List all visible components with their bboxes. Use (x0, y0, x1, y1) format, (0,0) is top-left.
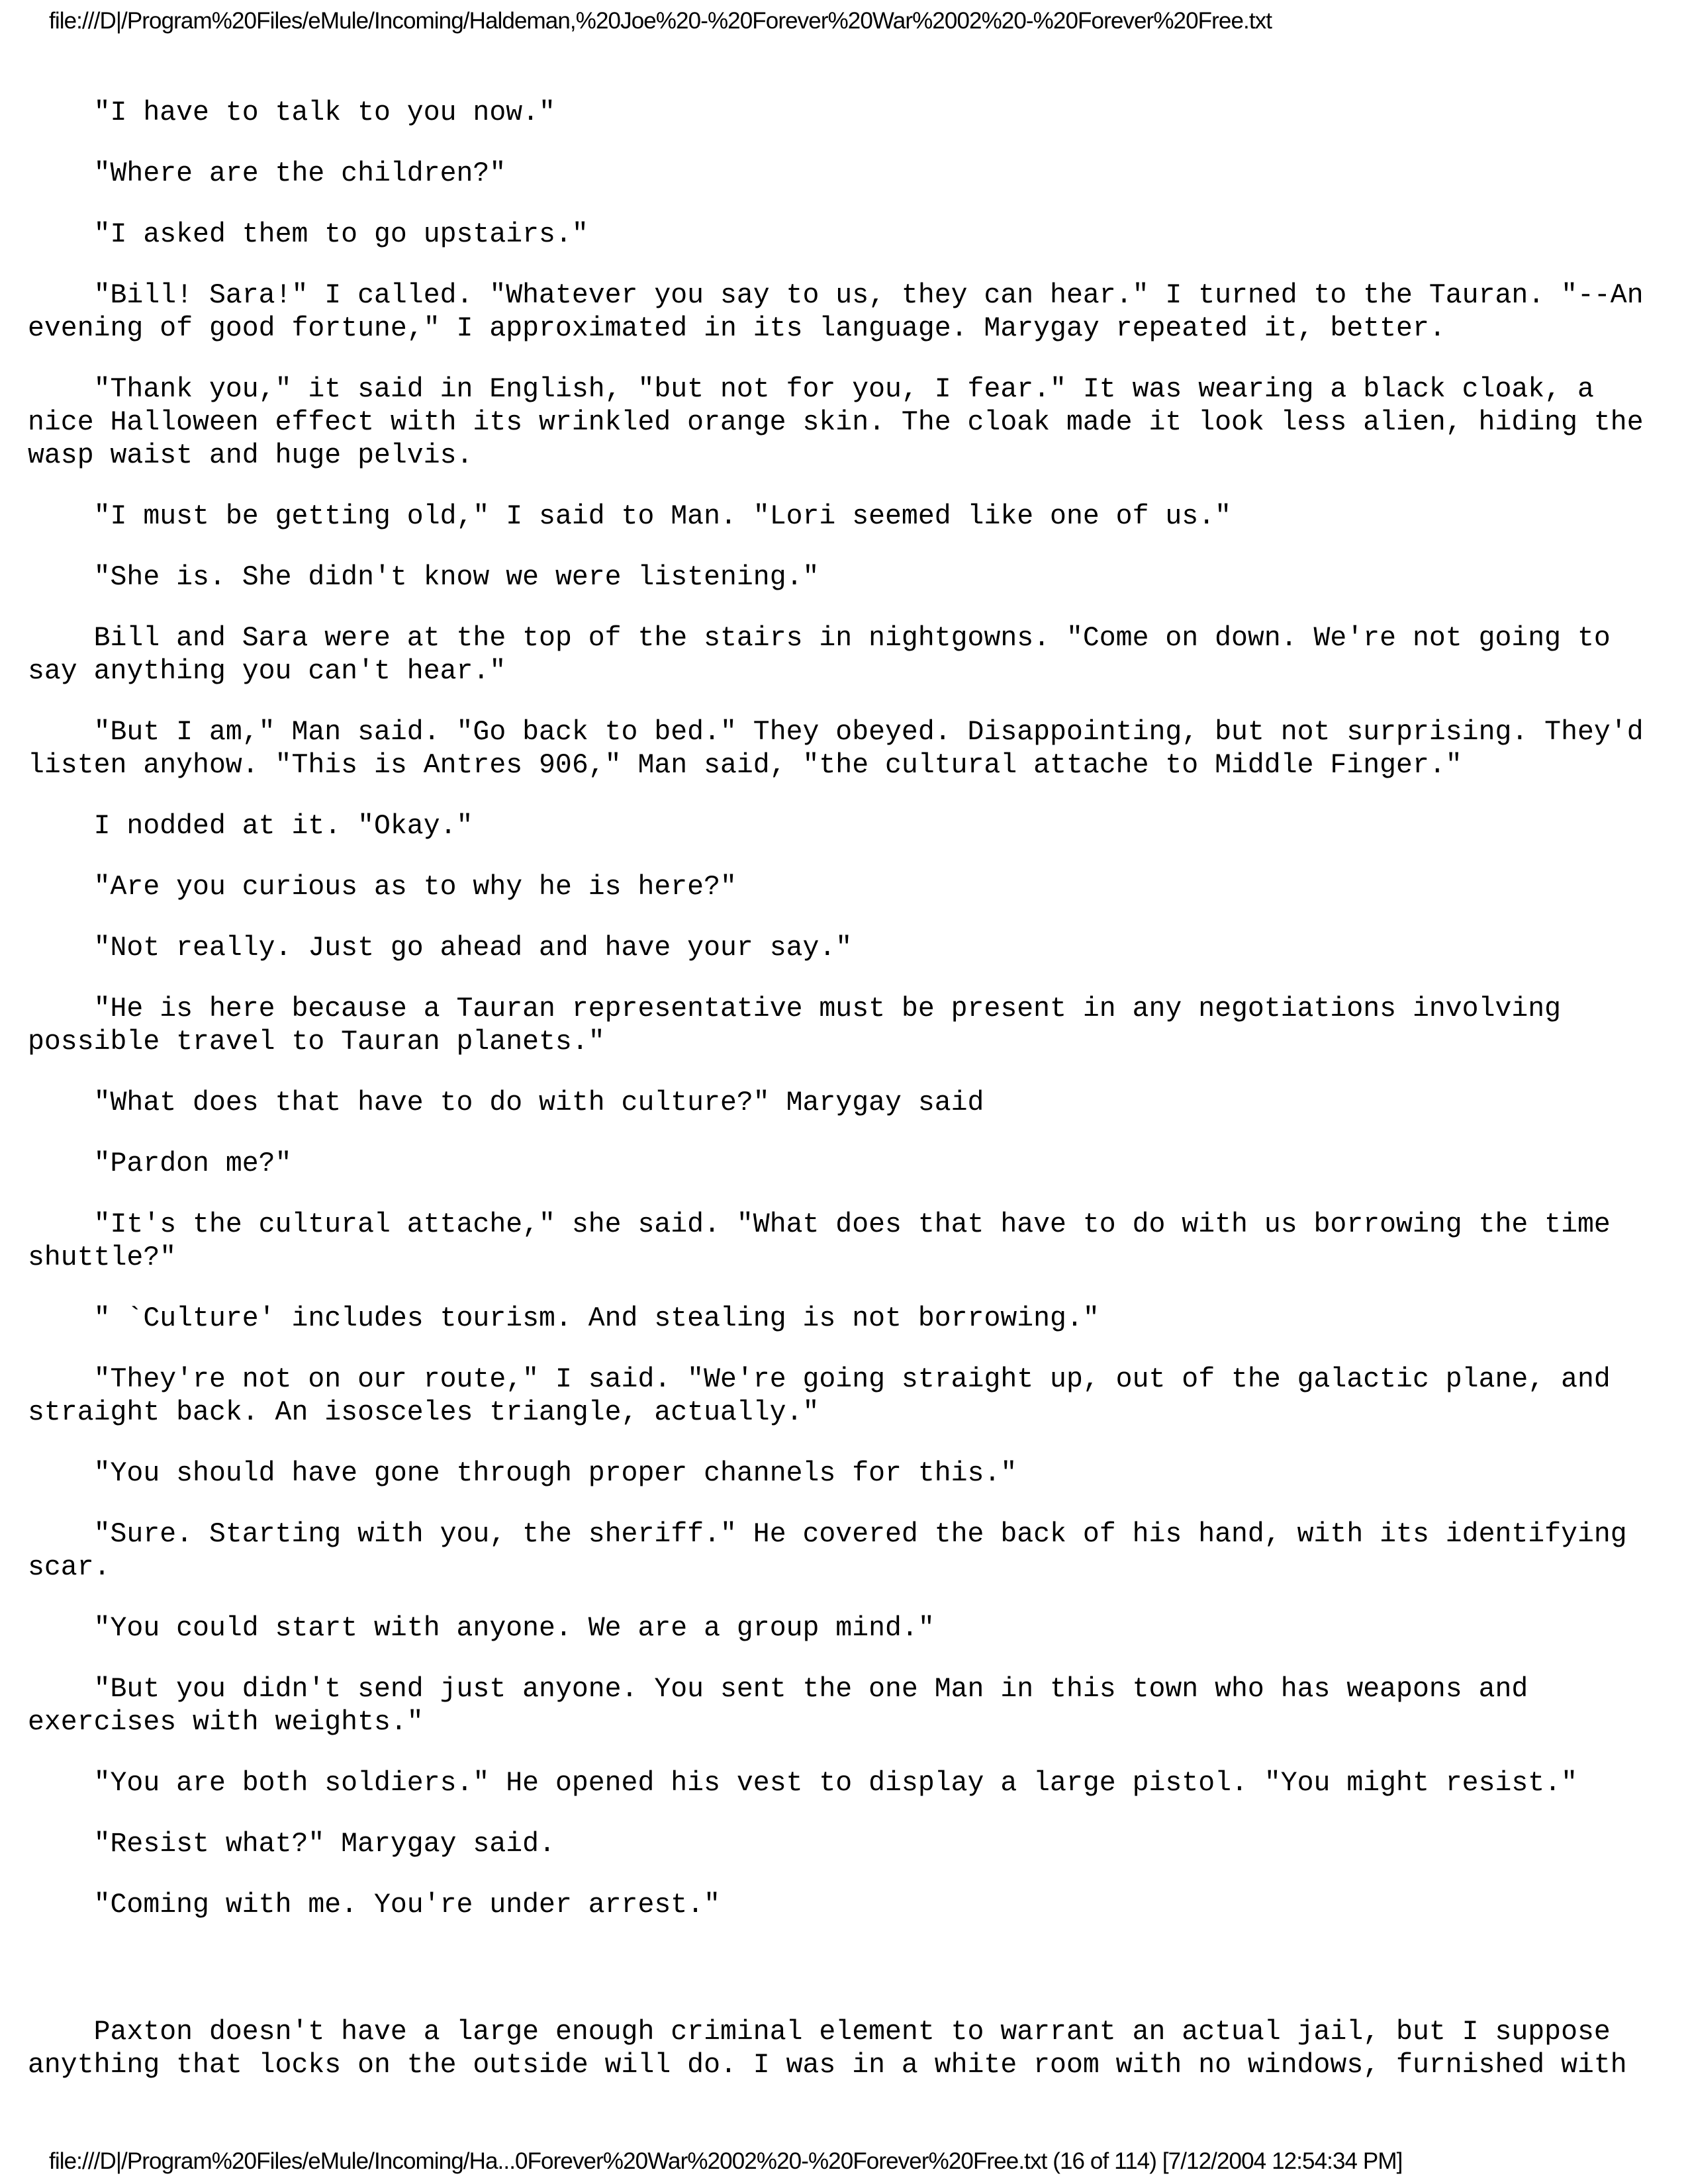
paragraph: "Resist what?" Marygay said. (28, 1829, 555, 1860)
paragraph: "You should have gone through proper channels for this." (28, 1458, 1017, 1489)
paragraph: "Coming with me. You're under arrest." (28, 1889, 720, 1921)
paragraph: "Pardon me?" (28, 1148, 292, 1179)
paragraph: "But I am," Man said. "Go back to bed." They obeyed. Disappointing, but not surprising. They'd listen anyhow. "This is Antres 906," Man said, "the cultural attache to Middle Finger." (28, 717, 1660, 781)
paragraph: "I asked them to go upstairs." (28, 219, 588, 250)
paragraph: I nodded at it. "Okay." (28, 811, 473, 842)
paragraph: "It's the cultural attache," she said. "What does that have to do with us borrowing the time shuttle?" (28, 1209, 1627, 1273)
paragraph: "Bill! Sara!" I called. "Whatever you say to us, they can hear." I turned to the Tauran. "--An evening of good fortune," I approximated in its language. Marygay repeated it, better. (28, 280, 1660, 344)
paragraph: "They're not on our route," I said. "We're going straight up, out of the galactic plane, and straight back. An isosceles triangle, actually." (28, 1364, 1627, 1428)
paragraph: "You are both soldiers." He opened his vest to display a large pistol. "You might resist." (28, 1768, 1577, 1799)
paragraph: "Not really. Just go ahead and have your say." (28, 933, 853, 964)
paragraph: "You could start with anyone. We are a group mind." (28, 1613, 935, 1644)
paragraph: "I have to talk to you now." (28, 97, 555, 128)
paragraph: "Are you curious as to why he is here?" (28, 872, 737, 903)
paragraph: "He is here because a Tauran representative must be present in any negotiations involving possible travel to Tauran planets." (28, 993, 1577, 1058)
paragraph: "But you didn't send just anyone. You sent the one Man in this town who has weapons and exercises with weights." (28, 1674, 1545, 1738)
paragraph: "I must be getting old," I said to Man. "Lori seemed like one of us." (28, 501, 1232, 532)
paragraph: Paxton doesn't have a large enough criminal element to warrant an actual jail, but I suppose anything that locks on the outside will do. I was in a white room with no windows, furnished with (28, 2017, 1627, 2081)
document-body (28, 97, 1663, 2110)
scene-break (28, 1950, 1663, 2016)
paragraph: Bill and Sara were at the top of the stairs in nightgowns. "Come on down. We're not going to say anything you can't hear." (28, 623, 1627, 687)
paragraph: "Sure. Starting with you, the sheriff." He covered the back of his hand, with its identifying scar. (28, 1519, 1644, 1583)
header-file-path: file:///D|/Program%20Files/eMule/Incoming/Haldeman,%20Joe%20-%20Forever%20War%2002%20-%20Forever%20Free.txt (49, 8, 1272, 34)
paragraph: " `Culture' includes tourism. And stealing is not borrowing." (28, 1303, 1100, 1334)
paragraph: "She is. She didn't know we were listening." (28, 562, 820, 593)
paragraph: "Where are the children?" (28, 158, 506, 189)
paragraph: "What does that have to do with culture?" Marygay said (28, 1087, 984, 1118)
paragraph: "Thank you," it said in English, "but not for you, I fear." It was wearing a black cloak, a nice Halloween effect with its wrinkled orange skin. The cloak made it look less alien, hiding the wasp waist and huge pelvis. (28, 374, 1660, 471)
footer-page-info: file:///D|/Program%20Files/eMule/Incoming/Ha...0Forever%20War%2002%20-%20Forever%20Free.txt (16 of 114) [7/12/2004 12:54:34 PM] (49, 2148, 1403, 2174)
